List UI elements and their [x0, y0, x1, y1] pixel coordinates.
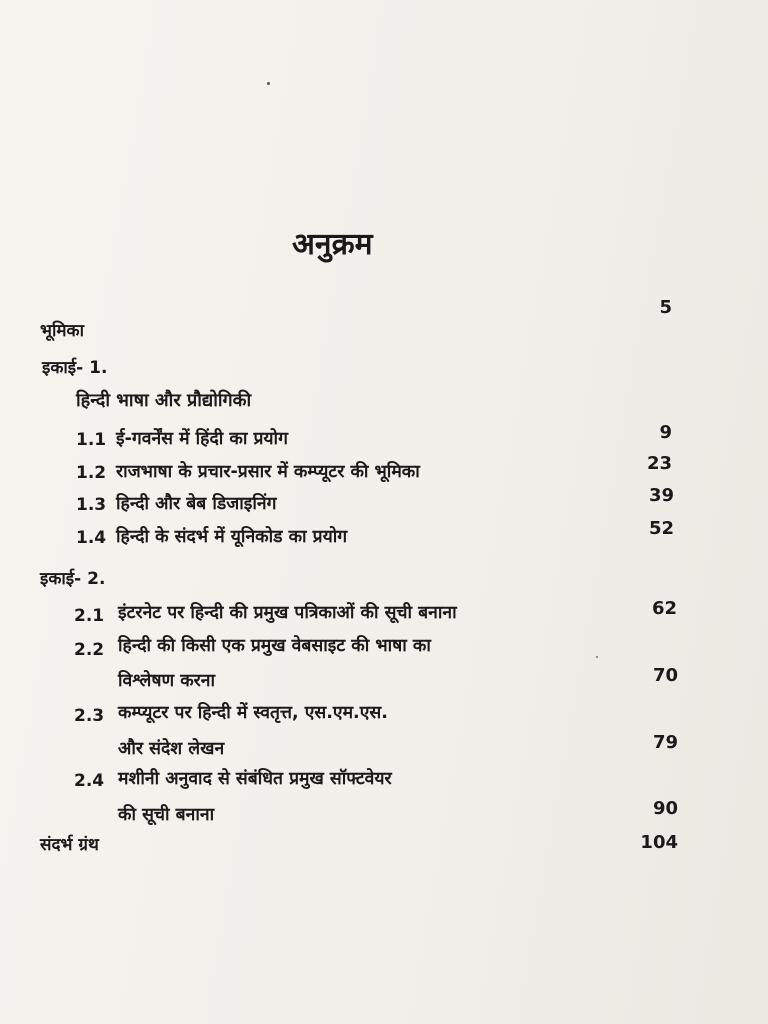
toc-item-page: 79 [652, 732, 678, 753]
intro-label: भूमिका [40, 321, 84, 341]
toc-item-number: 1.4 [76, 528, 107, 548]
toc-item-page: 9 [659, 422, 672, 443]
toc-item-page: 70 [652, 665, 678, 686]
toc-item-title: मशीनी अनुवाद से संबंधित प्रमुख सॉफ्टवेयर [118, 769, 392, 789]
toc-item-page: 23 [646, 453, 672, 474]
toc-item-number: 2.1 [74, 606, 105, 626]
page-title: अनुक्रम [292, 227, 373, 262]
toc-item-title: इंटरनेट पर हिन्दी की प्रमुख पत्रिकाओं की सूची बनाना [118, 603, 457, 623]
toc-item-page: 52 [648, 518, 674, 539]
toc-item-title: ई-गवर्नेंस में हिंदी का प्रयोग [116, 429, 288, 449]
toc-item-title: कम्प्यूटर पर हिन्दी में स्वतृत्त, एस.एम.एस. [118, 703, 388, 723]
toc-item-page: 62 [651, 598, 677, 619]
toc-item-title: हिन्दी और बेब डिजाइनिंग [116, 494, 277, 514]
toc-item-number: 1.2 [76, 463, 107, 483]
paper-speck [267, 82, 270, 85]
intro-page-number: 5 [659, 297, 672, 318]
toc-item-title-continued: और संदेश लेखन [118, 739, 225, 759]
toc-item-title: हिन्दी की किसी एक प्रमुख वेबसाइट की भाषा का [118, 636, 431, 656]
toc-item-number: 2.4 [74, 771, 105, 791]
toc-item-title: हिन्दी के संदर्भ में यूनिकोड का प्रयोग [116, 527, 348, 547]
toc-item-page: 39 [648, 485, 674, 506]
references-page-number: 104 [640, 832, 678, 853]
unit2-label: इकाई- 2. [40, 569, 106, 589]
toc-item-title: राजभाषा के प्रचार-प्रसार में कम्प्यूटर की भूमिका [116, 462, 420, 482]
toc-item-number: 2.3 [74, 706, 105, 726]
unit1-label: इकाई- 1. [42, 358, 108, 378]
toc-item-title-continued: की सूची बनाना [118, 805, 215, 825]
references-label: संदर्भ ग्रंथ [40, 835, 99, 855]
toc-item-title-continued: विश्लेषण करना [118, 671, 216, 691]
toc-item-number: 2.2 [74, 640, 105, 660]
toc-item-page: 90 [652, 798, 678, 819]
toc-item-number: 1.3 [76, 495, 107, 515]
paper-speck [596, 656, 598, 658]
toc-item-number: 1.1 [76, 430, 107, 450]
unit1-heading: हिन्दी भाषा और प्रौद्योगिकी [76, 390, 252, 411]
